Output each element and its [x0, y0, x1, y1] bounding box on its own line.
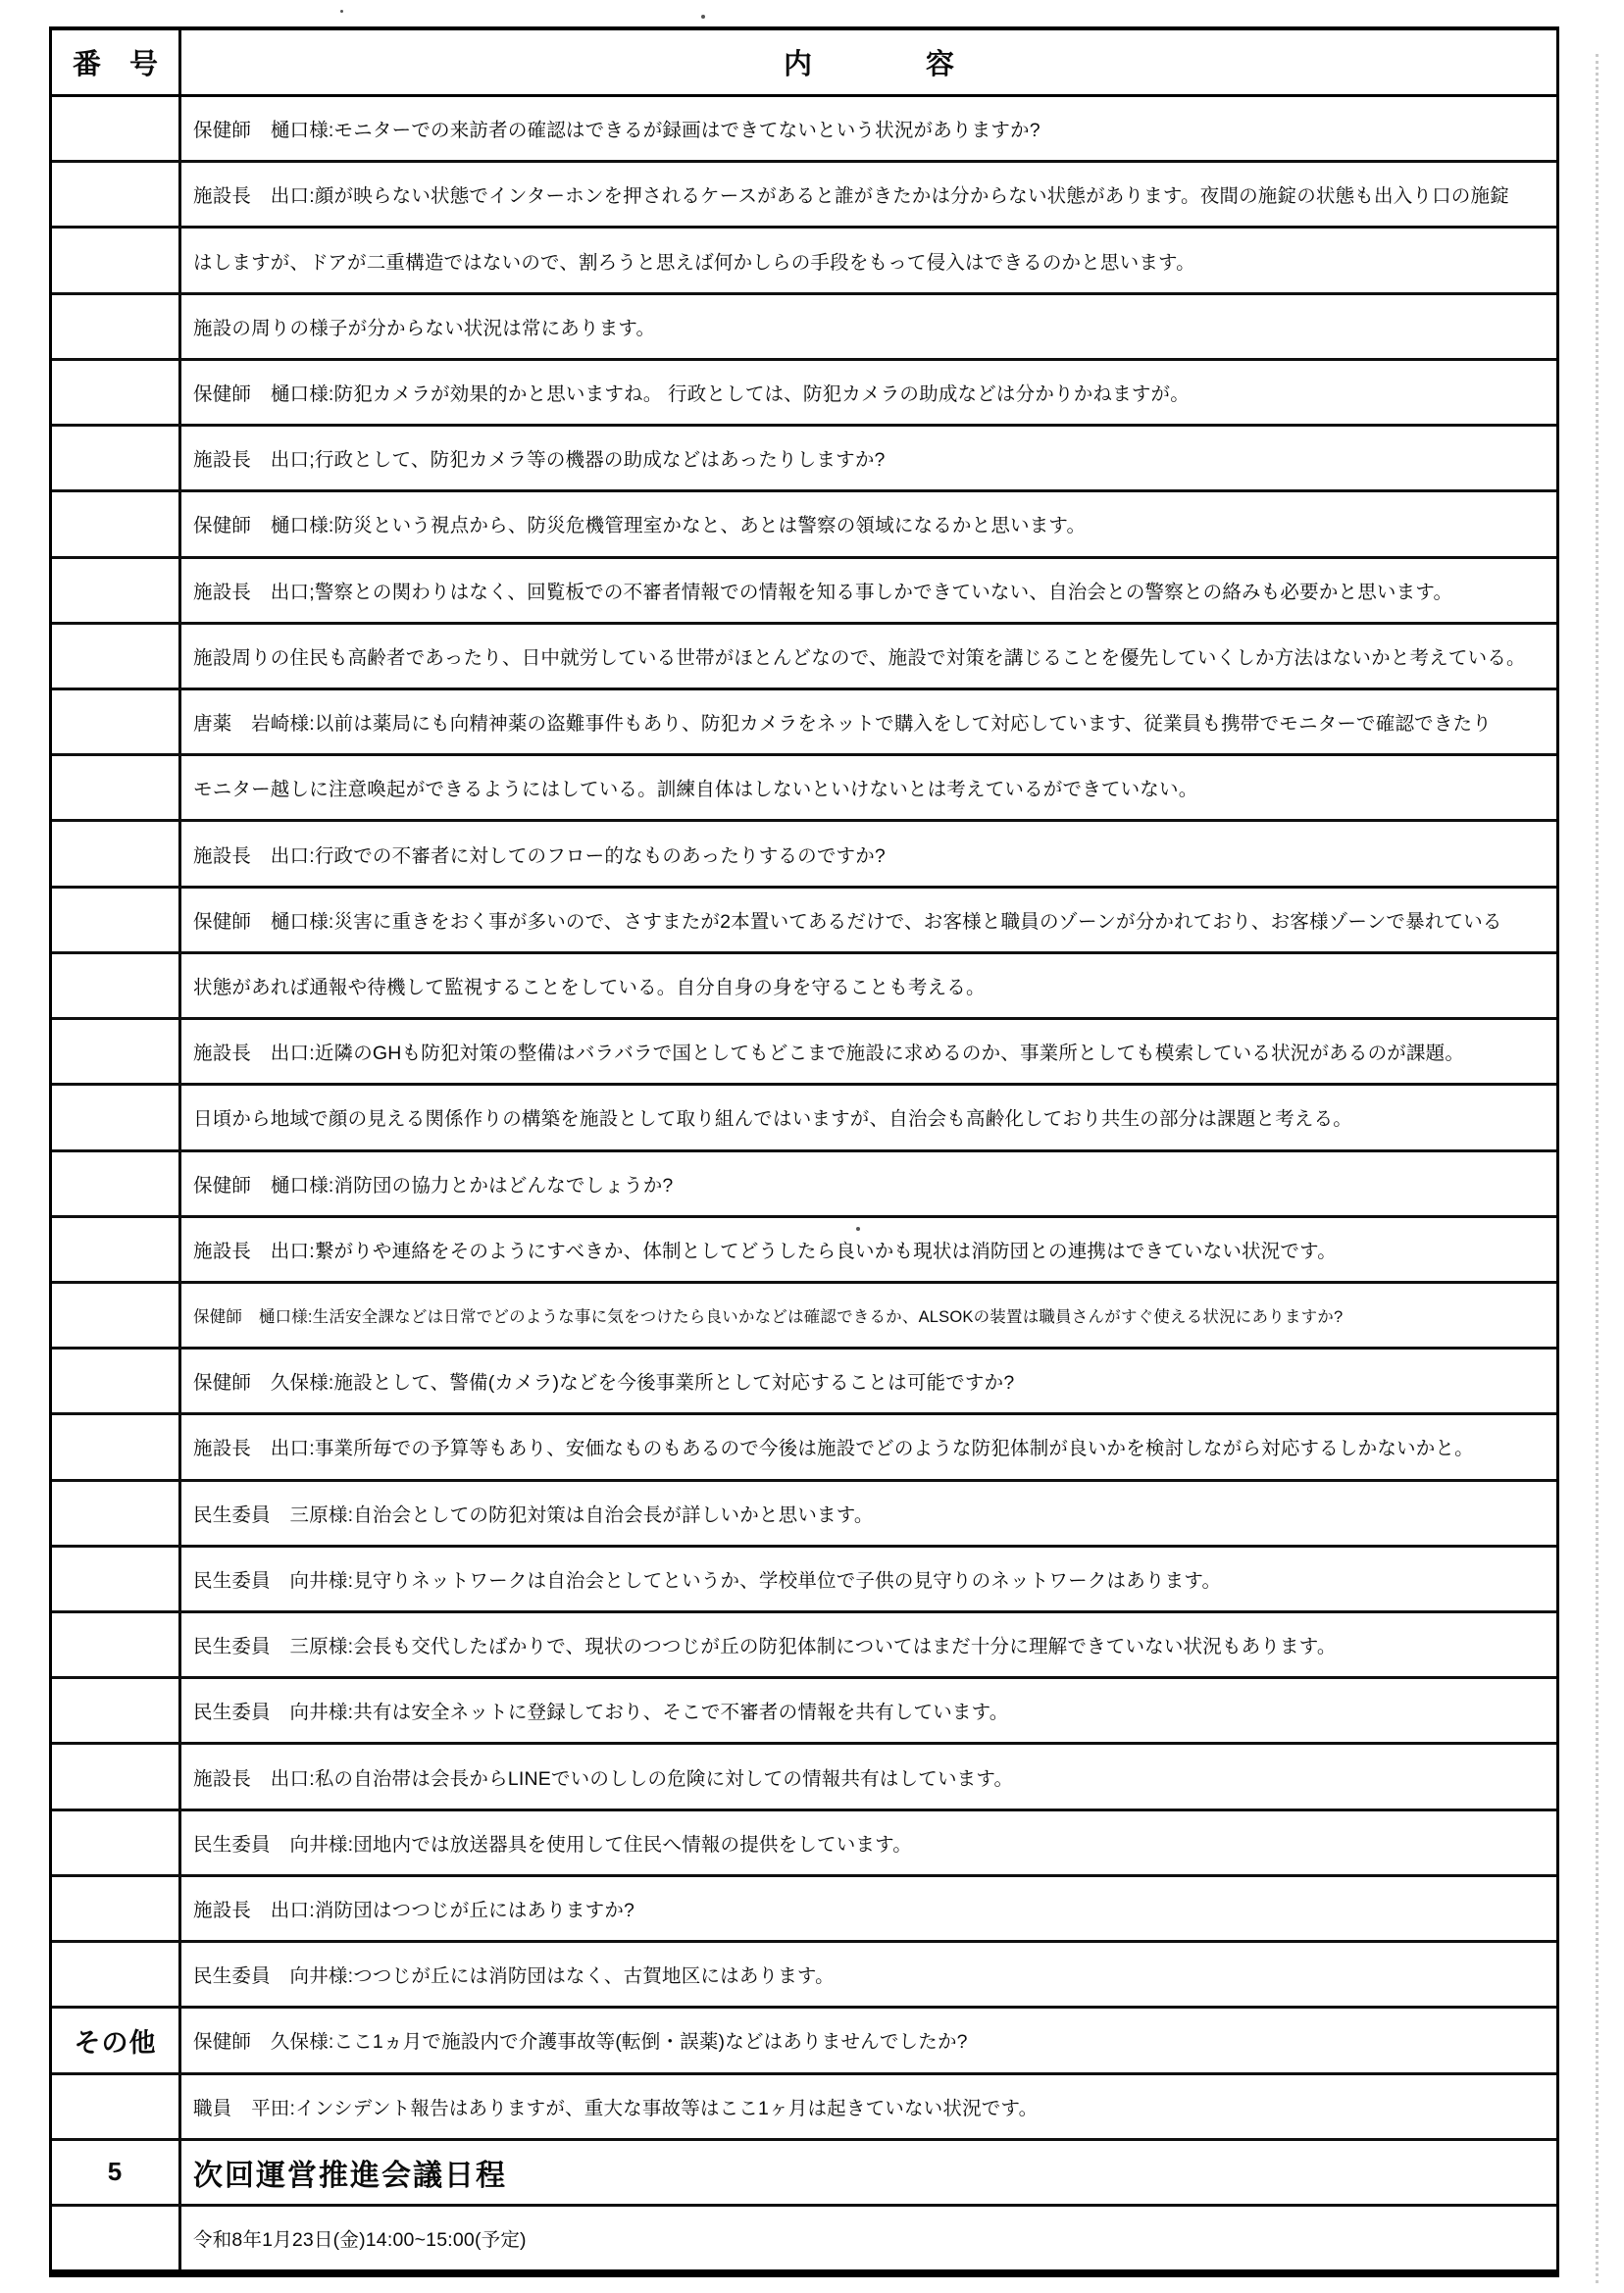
row-number-cell: [52, 1548, 181, 1610]
row-number-cell: [52, 229, 181, 291]
row-number-cell: [52, 1284, 181, 1347]
row-content-cell: モニター越しに注意喚起ができるようにはしている。訓練自体はしないといけないとは考えているができていない。: [193, 779, 1198, 801]
table-row: [52, 2009, 1556, 2074]
table-row: [52, 295, 1556, 361]
row-content-cell: 民生委員 向井様:見守りネットワークは自治会としてというか、学校単位で子供の見守りのネットワークはあります。: [193, 1569, 1222, 1592]
scan-artifact-speck: [856, 1227, 860, 1231]
row-content-cell: 施設長 出口:近隣のGHも防犯対策の整備はバラバラで国としてもどこまで施設に求めるのか、事業所としても模索している状況があるのが課題。: [193, 1043, 1465, 1065]
table-row: [52, 2075, 1556, 2141]
table-row: [52, 756, 1556, 822]
table-row: [52, 2141, 1556, 2207]
row-number-cell: [52, 492, 181, 555]
row-content-cell: 施設長 出口:繋がりや連絡をそのようにすべきか、体制としてどうしたら良いかも現状は消防団との連携はできていない状況です。: [193, 1240, 1337, 1262]
row-content-cell: 施設長 出口:私の自治帯は会長からLINEでいのししの危険に対しての情報共有はしています。: [193, 1767, 1014, 1790]
row-number-cell: [52, 97, 181, 160]
table-row: [52, 1943, 1556, 2009]
row-content-cell: 施設の周りの様子が分からない状況は常にあります。: [193, 317, 656, 339]
row-number-cell: [52, 889, 181, 951]
row-number-cell: [52, 2075, 181, 2138]
table-row: [52, 1152, 1556, 1218]
row-content-cell: 保健師 樋口様:防犯カメラが効果的かと思いますね。 行政としては、防犯カメラの助成などは分かりかねますが。: [193, 382, 1190, 405]
table-row: [52, 492, 1556, 558]
table-row: [52, 625, 1556, 690]
row-content-cell: 日頃から地域で顔の見える関係作りの構築を施設として取り組んではいますが、自治会も高齢化しており共生の部分は課題と考える。: [193, 1108, 1353, 1131]
row-content-cell: 状態があれば通報や待機して監視することをしている。自分自身の身を守ることも考える。: [193, 976, 986, 998]
header-number-cell: 番 号: [52, 30, 181, 94]
table-row: [52, 954, 1556, 1020]
table-row: [52, 361, 1556, 427]
table-row: [52, 2207, 1556, 2269]
row-number-cell: [52, 1218, 181, 1281]
table-row: [52, 1548, 1556, 1613]
table-row: [52, 1415, 1556, 1481]
row-number-cell: [52, 295, 181, 358]
row-number-cell: [52, 1482, 181, 1545]
table-row: [52, 1745, 1556, 1810]
scan-artifact-dotted-line: [1596, 54, 1599, 2283]
row-number-cell: [52, 1415, 181, 1478]
row-content-cell: 施設長 出口:事業所毎での予算等もあり、安価なものもあるので今後は施設でどのような防犯体制が良いかを検討しながら対応するしかないかと。: [193, 1438, 1474, 1460]
row-number-cell: [52, 427, 181, 489]
row-number-cell: [52, 361, 181, 424]
table-header-row: [52, 30, 1556, 97]
row-content-cell: 次回運営推進会議日程: [193, 2159, 507, 2192]
table-row: [52, 1613, 1556, 1679]
row-number-cell: [52, 625, 181, 688]
row-content-cell: 施設長 出口;行政として、防犯カメラ等の機器の助成などはあったりしますか?: [193, 449, 886, 472]
row-number-cell: [52, 1613, 181, 1676]
scan-artifact-speck: [701, 15, 705, 19]
table-row: [52, 559, 1556, 625]
row-number-cell: 5: [52, 2141, 181, 2204]
table-row: [52, 1218, 1556, 1284]
row-content-cell: 保健師 樋口様:防災という視点から、防災危機管理室かなと、あとは警察の領域になるかと思います。: [193, 515, 1087, 537]
table-row: [52, 427, 1556, 492]
table-row: [52, 97, 1556, 163]
row-number-cell: [52, 1877, 181, 1940]
minutes-table: [49, 26, 1559, 2277]
table-row: [52, 822, 1556, 888]
table-row: [52, 1086, 1556, 1151]
row-number-cell: [52, 954, 181, 1017]
table-row: [52, 889, 1556, 954]
row-content-cell: 民生委員 向井様:団地内では放送器具を使用して住民へ情報の提供をしています。: [193, 1833, 912, 1856]
row-number-cell: [52, 1350, 181, 1412]
row-number-cell: [52, 1745, 181, 1808]
row-content-cell: 民生委員 向井様:共有は安全ネットに登録しており、そこで不審者の情報を共有しています。: [193, 1702, 1009, 1724]
table-row: [52, 229, 1556, 294]
row-content-cell: 保健師 久保様:ここ1ヵ月で施設内で介護事故等(転倒・誤薬)などはありませんでしたか?: [193, 2031, 968, 2054]
row-number-cell: [52, 1943, 181, 2006]
row-number-cell: その他: [52, 2009, 181, 2071]
row-number-cell: [52, 163, 181, 226]
row-content-cell: はしますが、ドアが二重構造ではないので、割ろうと思えば何かしらの手段をもって侵入はできるのかと思います。: [193, 251, 1195, 274]
row-content-cell: 民生委員 三原様:会長も交代したばかりで、現状のつつじが丘の防犯体制についてはまだ十分に理解できていない状況もあります。: [193, 1636, 1337, 1658]
row-content-cell: 保健師 樋口様:消防団の協力とかはどんなでしょうか?: [193, 1174, 674, 1197]
row-content-cell: 施設長 出口;警察との関わりはなく、回覧板での不審者情報での情報を知る事しかできていない、自治会との警察との絡みも必要かと思います。: [193, 581, 1453, 603]
row-number-cell: [52, 822, 181, 885]
row-content-cell: 施設周りの住民も高齢者であったり、日中就労している世帯がほとんどなので、施設で対策を講じることを優先していくしか方法はないかと考えている。: [193, 646, 1526, 669]
table-row: [52, 1811, 1556, 1877]
row-number-cell: [52, 1086, 181, 1148]
table-row: [52, 1482, 1556, 1548]
row-number-cell: [52, 1020, 181, 1083]
table-rows: [52, 97, 1556, 2269]
header-content-cell: 内 容: [783, 49, 954, 80]
row-number-cell: [52, 2207, 181, 2269]
row-content-cell: 職員 平田:インシデント報告はありますが、重大な事故等はここ1ヶ月は起きていない状況です。: [193, 2097, 1039, 2119]
table-row: [52, 1877, 1556, 1943]
row-number-cell: [52, 1811, 181, 1874]
row-content-cell: 保健師 樋口様:モニターでの来訪者の確認はできるが録画はできてないという状況がありますか?: [193, 120, 1040, 142]
table-row: [52, 163, 1556, 229]
row-number-cell: [52, 756, 181, 819]
scan-artifact-speck: [340, 10, 343, 13]
row-content-cell: 保健師 久保様:施設として、警備(カメラ)などを今後事業所として対応することは可能ですか?: [193, 1372, 1015, 1395]
table-row: [52, 1020, 1556, 1086]
row-content-cell: 施設長 出口:行政での不審者に対してのフロー的なものあったりするのですか?: [193, 844, 886, 867]
table-row: [52, 690, 1556, 756]
row-content-cell: 民生委員 三原様:自治会としての防犯対策は自治会長が詳しいかと思います。: [193, 1503, 874, 1526]
row-content-cell: 唐薬 岩崎様:以前は薬局にも向精神薬の盗難事件もあり、防犯カメラをネットで購入をして対応しています、従業員も携帯でモニターで確認できたり: [193, 713, 1492, 736]
row-number-cell: [52, 1152, 181, 1215]
row-content-cell: 保健師 樋口様:生活安全課などは日常でどのような事に気をつけたら良いかなどは確認できるか、ALSOKの装置は職員さんがすぐ使える状況にありますか?: [193, 1308, 1344, 1327]
row-content-cell: 施設長 出口:消防団はつつじが丘にはありますか?: [193, 1900, 635, 1922]
row-number-cell: [52, 559, 181, 622]
row-content-cell: 保健師 樋口様:災害に重きをおく事が多いので、さすまたが2本置いてあるだけで、お客様と職員のゾーンが分かれており、お客様ゾーンで暴れている: [193, 910, 1502, 933]
row-number-cell: [52, 1679, 181, 1742]
table-row: [52, 1284, 1556, 1350]
table-row: [52, 1679, 1556, 1745]
row-content-cell: 民生委員 向井様:つつじが丘には消防団はなく、古賀地区にはあります。: [193, 1965, 835, 1988]
row-content-cell: 令和8年1月23日(金)14:00~15:00(予定): [193, 2229, 527, 2252]
row-content-cell: 施設長 出口:顔が映らない状態でインターホンを押されるケースがあると誰がきたかは分からない状態があります。夜間の施錠の状態も出入り口の施錠: [193, 185, 1509, 208]
row-number-cell: [52, 690, 181, 753]
table-row: [52, 1350, 1556, 1415]
